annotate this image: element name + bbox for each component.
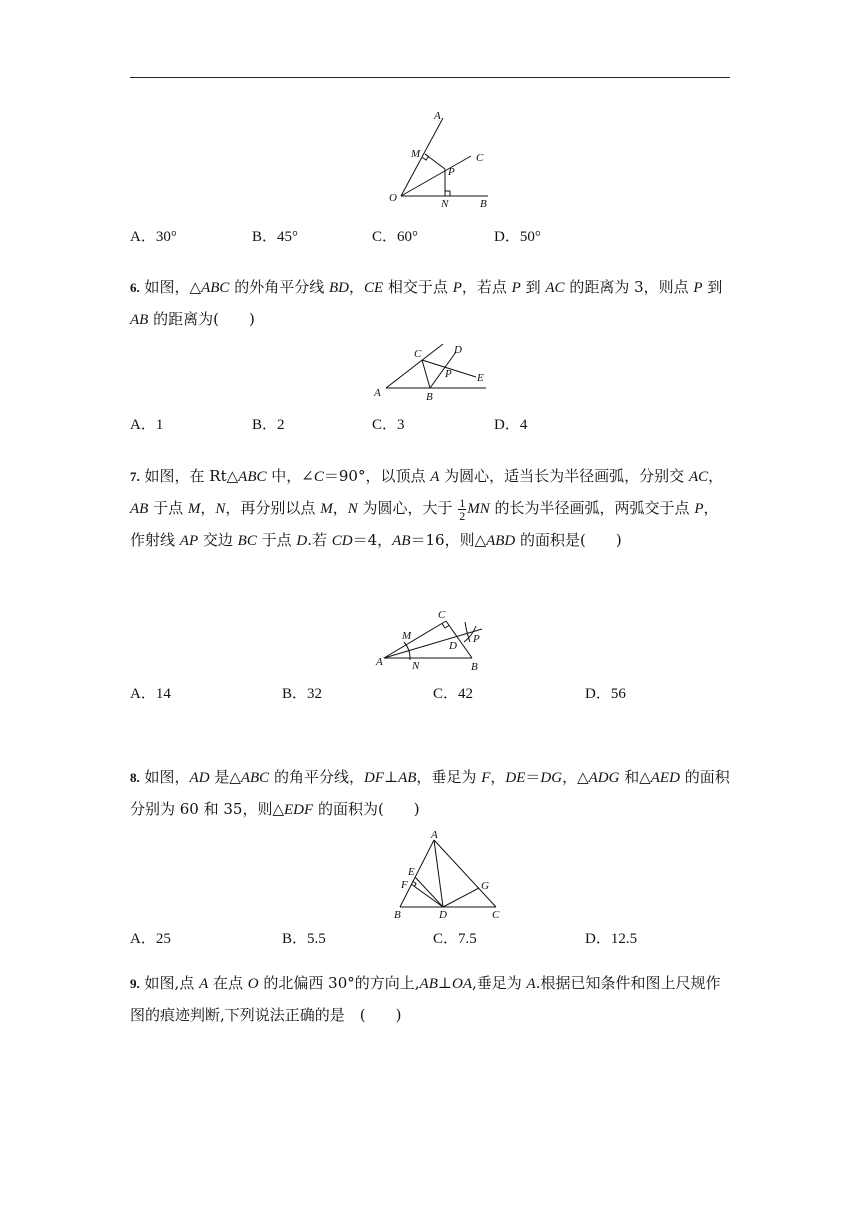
math-variable: MN: [467, 501, 490, 517]
q8-stem: [130, 762, 732, 826]
stem-text: 的外角平分线: [229, 278, 329, 296]
q7-label-m: M: [402, 630, 412, 642]
stem-text: 的面积为( ): [313, 800, 420, 818]
q7-option-d[interactable]: D．56: [585, 686, 626, 702]
math-variable: AB: [398, 770, 417, 786]
math-variable: ABC: [201, 280, 230, 296]
q8-label-a: A: [431, 829, 438, 841]
stem-text: 的面积是( ): [515, 531, 622, 549]
stem-text: 的北偏西 30°的方向上,: [258, 974, 420, 992]
stem-text: ，再分别以点: [225, 499, 321, 517]
q6-label-e: E: [477, 372, 484, 384]
q7-stem: [130, 461, 732, 557]
q7-label-c: C: [438, 609, 446, 621]
math-variable: AC: [688, 469, 709, 485]
q5-label-a: A: [434, 110, 441, 122]
math-variable: P: [694, 501, 704, 517]
stem-text: .根据已知条件和图上尺规作图的痕迹判断,下列说法正确的是 ( ): [130, 974, 721, 1024]
stem-text: 如图，: [144, 768, 190, 786]
q6-option-c[interactable]: C．3: [372, 417, 405, 433]
math-variable: AP: [179, 533, 199, 549]
math-variable: DG: [540, 770, 563, 786]
stem-text: 如图，△: [144, 278, 202, 296]
math-variable: AB: [130, 312, 149, 328]
math-variable: F: [481, 770, 491, 786]
math-variable: AB: [419, 976, 438, 992]
stem-text: 于点: [256, 531, 297, 549]
stem-text: 的长为半径画弧，两弧交于点: [489, 499, 695, 517]
stem-text: 如图,点: [144, 974, 200, 992]
stem-text: 的距离为 3，则点: [564, 278, 694, 296]
q7-option-a[interactable]: A．14: [130, 686, 171, 702]
stem-text: 2: [459, 508, 466, 523]
stem-text: 7.: [130, 469, 140, 484]
q7-figure: [372, 604, 492, 672]
math-variable: M: [187, 501, 201, 517]
stem-text: 的距离为( ): [148, 310, 255, 328]
stem-text: 是△: [209, 768, 241, 786]
math-variable: AB: [130, 501, 149, 517]
q5-label-o: O: [389, 192, 397, 204]
math-variable: BC: [237, 533, 257, 549]
stem-text: ＝: [525, 768, 541, 786]
q7-label-n: N: [412, 660, 420, 672]
stem-text: ＝90°，以顶点: [323, 467, 431, 485]
math-variable: A: [199, 976, 209, 992]
math-variable: AED: [650, 770, 680, 786]
q8-label-e: E: [408, 866, 415, 878]
stem-text: ⊥: [437, 974, 452, 992]
q6-option-a[interactable]: A．1: [130, 417, 164, 433]
stem-text: ⊥: [383, 768, 399, 786]
q6-option-d[interactable]: D．4: [494, 417, 528, 433]
math-variable: ABC: [240, 770, 270, 786]
q8-option-b[interactable]: B．5.5: [282, 931, 326, 947]
stem-text: 到: [702, 278, 723, 296]
stem-text: 的面积分别为 60 和 35，则△: [130, 768, 730, 818]
stem-text: ，: [200, 499, 216, 517]
q9-stem: [130, 968, 732, 1031]
q5-label-b: B: [480, 198, 487, 210]
stem-text: 相交于点: [383, 278, 453, 296]
q5-option-b[interactable]: B．45°: [252, 229, 299, 245]
stem-text: ＝16，则△: [410, 531, 487, 549]
stem-text: 到: [520, 278, 546, 296]
stem-text: 6.: [130, 280, 140, 295]
stem-text: 于点: [148, 499, 188, 517]
q6-label-a: A: [374, 387, 381, 399]
q6-label-p: P: [445, 368, 452, 380]
math-variable: A: [430, 469, 440, 485]
stem-text: ，垂足为: [416, 768, 482, 786]
stem-text: 为圆心，适当长为半径画弧，分别交: [439, 467, 689, 485]
q6-figure: [370, 340, 490, 404]
stem-text: 中，∠: [266, 467, 314, 485]
stem-text: 交边: [198, 531, 238, 549]
stem-text: 在点: [208, 974, 248, 992]
math-variable: DE: [505, 770, 526, 786]
stem-text: ，: [348, 278, 364, 296]
q5-label-p: P: [448, 166, 455, 178]
q7-label-a: A: [376, 656, 383, 668]
stem-text: 为圆心，大于: [357, 499, 458, 517]
q6-label-d: D: [454, 344, 462, 356]
math-variable: EDF: [284, 802, 314, 818]
math-variable: AD: [189, 770, 210, 786]
q7-label-p: P: [473, 633, 480, 645]
math-variable: M: [320, 501, 333, 517]
math-variable: N: [347, 501, 358, 517]
q6-option-b[interactable]: B．2: [252, 417, 285, 433]
q5-option-a[interactable]: A．30°: [130, 229, 177, 245]
stem-text: 的角平分线，: [269, 768, 364, 786]
stem-text: ＝4，: [352, 531, 393, 549]
stem-text: ，: [708, 467, 724, 485]
q8-figure: [388, 826, 508, 922]
stem-text: 8.: [130, 770, 140, 785]
q8-label-c: C: [492, 909, 500, 921]
math-variable: BD: [328, 280, 349, 296]
q6-stem: [130, 272, 732, 336]
q8-option-c[interactable]: C．7.5: [433, 931, 477, 947]
stem-text: .若: [307, 531, 332, 549]
q8-label-g: G: [481, 880, 489, 892]
q7-option-b[interactable]: B．32: [282, 686, 323, 702]
q5-figure: [384, 108, 494, 210]
math-variable: P: [452, 280, 462, 296]
stem-text: 1: [459, 495, 466, 510]
q5-option-d[interactable]: D．50°: [494, 229, 541, 245]
q7-label-d: D: [449, 640, 457, 652]
math-variable: ADG: [588, 770, 620, 786]
q6-label-b: B: [426, 391, 433, 403]
q8-option-d[interactable]: D．12.5: [585, 931, 638, 947]
q5-label-c: C: [476, 152, 484, 164]
stem-text: 9.: [130, 976, 140, 991]
stem-text: ，作射线: [130, 499, 719, 549]
stem-text: ,垂足为: [471, 974, 527, 992]
math-variable: N: [215, 501, 226, 517]
math-variable: DF: [363, 770, 384, 786]
q8-option-a[interactable]: A．25: [130, 931, 171, 947]
math-variable: AC: [545, 280, 565, 296]
stem-text: ，: [490, 768, 506, 786]
math-variable: A: [526, 976, 536, 992]
q8-label-d: D: [439, 909, 447, 921]
stem-text: 如图，在 Rt△: [144, 467, 239, 485]
stem-text: 和△: [619, 768, 651, 786]
math-variable: OA: [451, 976, 472, 992]
header-rule: [130, 77, 730, 78]
q7-option-c[interactable]: C．42: [433, 686, 474, 702]
math-variable: P: [693, 280, 703, 296]
math-variable: O: [247, 976, 259, 992]
stem-text: ，△: [562, 768, 589, 786]
math-variable: ABD: [486, 533, 516, 549]
q8-label-f: F: [401, 879, 408, 891]
fraction-one-half: [458, 497, 466, 522]
q7-label-b: B: [471, 661, 478, 672]
q5-label-m: M: [411, 148, 421, 160]
q5-label-n: N: [441, 198, 449, 210]
math-variable: ABC: [238, 469, 267, 485]
stem-text: ，: [332, 499, 348, 517]
math-variable: D: [296, 533, 308, 549]
math-variable: AB: [392, 533, 411, 549]
math-variable: CE: [363, 280, 384, 296]
q6-label-c: C: [414, 348, 422, 360]
math-variable: P: [511, 280, 521, 296]
math-variable: C: [313, 469, 324, 485]
q8-label-b: B: [394, 909, 401, 921]
q5-option-c[interactable]: C．60°: [372, 229, 419, 245]
math-variable: CD: [331, 533, 353, 549]
stem-text: ，若点: [461, 278, 512, 296]
